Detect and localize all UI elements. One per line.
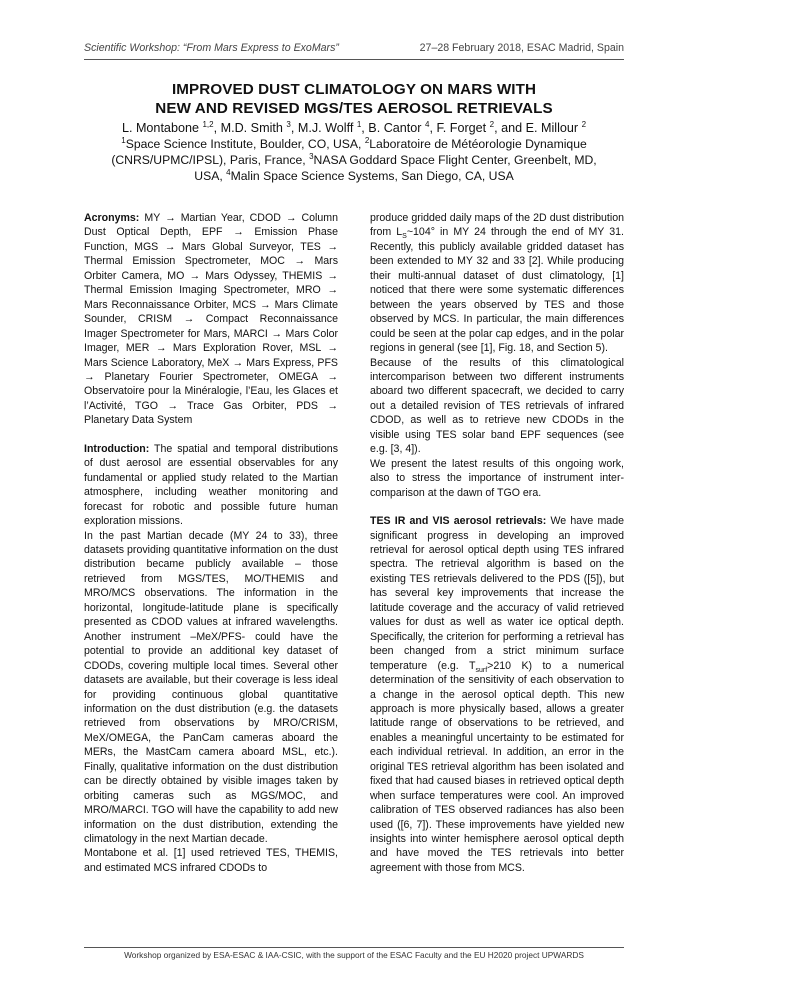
retrievals-heading: TES IR and VIS aerosol retrievals: [370,515,547,528]
affiliation-2-cont: (CNRS/UPMC/IPSL), Paris, France, [111,153,310,167]
author: L. Montabone [121,121,203,135]
author: M.J. Wolff [297,121,357,135]
title-block [84,80,624,184]
affiliations: $^1$Space Science Institute, Boulder, CO, USA, $^2$Laboratoire de Météorologie Dynamique (CNRS/UPMC/IPSL), Paris, France, $^3$NASA Goddard Space Flight Center, Greenbelt, MD, USA, $^4$Malin Space Science Systems, San Diego, CA, USA [111,135,597,183]
author: M.D. Smith [220,121,287,135]
left-column [84,211,338,875]
introduction-paragraph-3: Montabone et al. [1] used retrieved TES, THEMIS, and estimated MCS infrared CDODs to [84,847,338,874]
author: B. Cantor [368,121,425,135]
footer-divider [84,947,624,948]
right-column [370,211,624,875]
paper-title-line2: NEW AND REVISED MGS/TES AEROSOL RETRIEVALS [155,100,553,117]
header-date-location: 27–28 February 2018, ESAC Madrid, Spain [419,42,624,54]
retrievals-paragraph: TES IR and VIS aerosol retrievals: We have made significant progress in developing an improved retrieval for aerosol optical depth using TES infrared spectra. The retrieval algorithm is based on the existing TES retrievals delivered to the PDS ([5]), but has several key improvements that increase the latitude coverage and the accuracy of valid retrieved values for dust as well as water ice optical depth. Specifically, the criterion for performing a retrieval has been changed from a strict minimum surface temperature (e.g. $T_{surf}>210$ K) to a numerical determination of the sensitivity of each observation to a change in the aerosol optical depth. This new approach is more physically based, allows a greater latitude range of observations to be retrieved, and enables a meaningful uncertainty to be estimated for each individual retrieval. In addition, an error in the original TES retrieval algorithm has been isolated and fixed that had caused biases in retrieved optical depth when surface temperatures were cool. An improved calibration of TES observed radiances has also been used ([6, 7]). These improvements have yielded new insights into winter hemisphere aerosol optical depth and have moved the TES retrievals into better agreement with those from MCS. [370,515,624,874]
author-affil-mark: 1,2 [202,119,214,129]
author-affil-mark: 2 [489,119,495,129]
affiliation-4: Malin Space Science Systems, San Diego, CA, USA [230,169,514,183]
author: F. Forget [436,121,490,135]
author-affil-mark: 1 [356,119,362,129]
acronyms-heading: Acronyms: [84,212,140,224]
affiliation-3-cont: USA, [194,169,227,183]
introduction-paragraph-1: Introduction: The spatial and temporal distributions of dust aerosol are essential observables for any fundamental or applied study related to the Martian atmosphere, including weather monitoring and forecast for robotic and possible future human exploration missions. [84,442,338,528]
page-footer: Workshop organized by ESA-ESAC & IAA-CSIC, with the support of the ESAC Faculty and the EU H2020 project UPWARDS [124,950,584,960]
acronyms-text: MY → Martian Year, CDOD → Column Dust Optical Depth, EPF → Emission Phase Function, MGS → Mars Global Surveyor, TES → Thermal Emission Spectrometer, MOC → Mars Orbiter Camera, MO → Mars Odyssey, THEMIS → Thermal Emission Imaging Spectrometer, MRO → Mars Reconnaissance Orbiter, MCS → Mars Climate Sounder, CRISM → Compact Reconnaissance Imager Spectrometer for Mars, MARCI → Mars Color Imager, MER → Mars Exploration Rover, MSL → Mars Science Laboratory, MeX → Mars Express, PFS → Planetary Fourier Spectrometer, OMEGA → Observatoire pour la Minéralogie, l’Eau, les Glaces et l’Activité, TGO → Trace Gas Orbiter, PDS → Planetary Data System [84,212,338,427]
paper-title [84,80,624,118]
paper-title-line1: IMPROVED DUST CLIMATOLOGY ON MARS WITH [171,81,537,98]
author-affil-mark: 3 [286,119,291,129]
header-divider [84,59,624,60]
author: E. Millour [525,121,582,135]
header-workshop-name: Scientific Workshop: “From Mars Express to ExoMars” [84,42,339,54]
introduction-heading: Introduction: [84,442,150,455]
affiliation-3: NASA Goddard Space Flight Center, Greenbelt, MD, [313,153,597,167]
acronyms-paragraph [84,211,338,428]
introduction-paragraph-2: In the past Martian decade (MY 24 to 33), three datasets providing quantitative information on the dust distribution became publicly available – those retrieved from MGS/TES, MO/THEMIS and MRO/MCS observations. The information in the horizontal, longitude-latitude plane is specifically presented as CDOD values at infrared wavelengths. Another instrument –MeX/PFS- could have the potential to provide an additional key dataset of CDODs, covering multiple local times. Several other datasets are available, but their coverage is less ideal for providing continuous global quantitative information on the dust distribution (e.g. the datasets retrieved from observations by MRO/CRISM, MeX/OMEGA, the PanCam cameras aboard the MERs, the MastCam camera aboard MSL, etc.). Finally, qualitative information on the dust distribution can be directly obtained by visible images taken by orbiting cameras such as MGS/MOC, and MRO/MARCI. TGO will have the capability to add new information on the dust distribution, extending the climatology in the next Martian decade. [84,529,338,846]
running-header [84,40,624,58]
introduction-paragraph-4: Because of the results of this climatological intercomparison between two different instruments aboard two different spacecraft, we decided to carry out a detailed revision of TES retrievals of infrared CDOD, as well as to retrieve new CDODs in the visible using TES solar band EPF sequences (see e.g. [3, 4]). [370,356,624,456]
introduction-paragraph-5: We present the latest results of this ongoing work, also to stress the importance of instrument inter-comparison at the dawn of TGO era. [370,457,624,499]
author-affil-mark: 2 [581,119,587,129]
author-list: L. Montabone $^{1,2}$, M.D. Smith $^3$, M.J. Wolff $^1$, B. Cantor $^4$, F. Forget $^2$, and E. Millour $^2$ [121,119,587,135]
affiliation-2: Laboratoire de Météorologie Dynamique [369,137,587,151]
affiliation-1: Space Science Institute, Boulder, CO, USA, [125,137,365,151]
author-affil-mark: 4 [425,119,430,129]
introduction-paragraph-3-cont: produce gridded daily maps of the 2D dust distribution from $L_S\sim 104^\circ$ in MY 24 through the end of MY 31. Recently, this publicly available gridded dataset has been extended to MY 32 and 33 [2]. While producing their multi-annual dataset of dust climatology, [1] noticed that there were some systematic differences between the years observed by TES and those observed by MCS. In particular, the main differences could be seen at the polar cap edges, and in the polar regions in general (see [1], Fig. 18, and Section 5). [370,212,624,355]
